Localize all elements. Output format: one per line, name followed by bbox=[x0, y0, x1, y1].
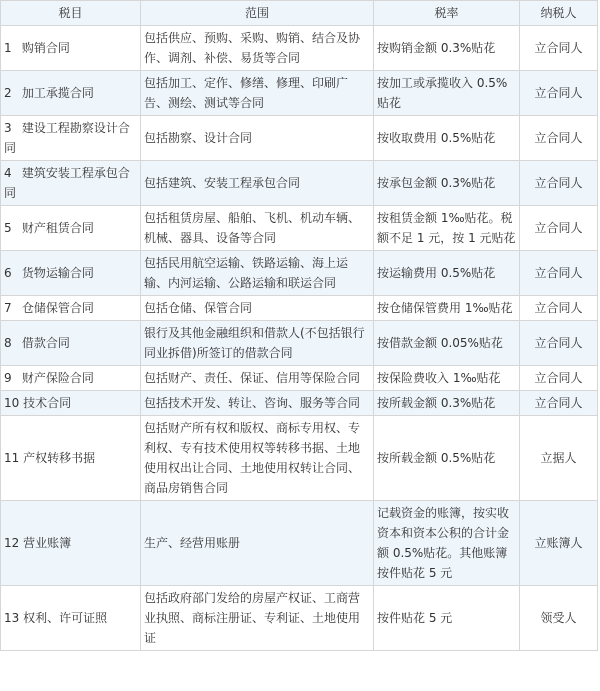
payer-cell: 立合同人 bbox=[520, 71, 598, 116]
scope-cell: 包括供应、预购、采购、购销、结合及协作、调剂、补偿、易货等合同 bbox=[141, 26, 374, 71]
item-cell bbox=[1, 116, 141, 161]
item-cell bbox=[1, 206, 141, 251]
payer-cell: 立据人 bbox=[520, 416, 598, 501]
item-cell bbox=[1, 251, 141, 296]
rate-cell: 按加工或承揽收入 0.5%贴花 bbox=[374, 71, 520, 116]
payer-cell: 立合同人 bbox=[520, 251, 598, 296]
rate-cell: 按购销金额 0.3%贴花 bbox=[374, 26, 520, 71]
item-name: 货物运输合同 bbox=[21, 266, 94, 280]
rate-cell: 按收取费用 0.5%贴花 bbox=[374, 116, 520, 161]
table-row bbox=[1, 586, 598, 651]
rate-cell: 按件贴花 5 元 bbox=[374, 586, 520, 651]
payer-cell: 立账簿人 bbox=[520, 501, 598, 586]
item-cell bbox=[1, 366, 141, 391]
scope-cell: 银行及其他金融组织和借款人(不包括银行同业拆借)所签订的借款合同 bbox=[141, 321, 374, 366]
item-name: 营业账簿 bbox=[23, 536, 72, 550]
rate-cell: 按保险费收入 1‰贴花 bbox=[374, 366, 520, 391]
scope-cell: 包括租赁房屋、船舶、飞机、机动车辆、机械、器具、设备等合同 bbox=[141, 206, 374, 251]
rate-cell: 按承包金额 0.3%贴花 bbox=[374, 161, 520, 206]
item-cell bbox=[1, 26, 141, 71]
item-cell bbox=[1, 321, 141, 366]
row-number: 4 bbox=[4, 166, 12, 180]
rate-cell: 按仓储保管费用 1‰贴花 bbox=[374, 296, 520, 321]
payer-cell: 立合同人 bbox=[520, 321, 598, 366]
payer-cell: 立合同人 bbox=[520, 161, 598, 206]
rate-cell: 按所载金额 0.5%贴花 bbox=[374, 416, 520, 501]
scope-cell: 包括财产所有权和版权、商标专用权、专利权、专有技术使用权等转移书据、土地使用权出让合同、土地使用权转让合同、商品房销售合同 bbox=[141, 416, 374, 501]
scope-cell: 生产、经营用账册 bbox=[141, 501, 374, 586]
payer-cell: 立合同人 bbox=[520, 116, 598, 161]
payer-cell: 立合同人 bbox=[520, 206, 598, 251]
item-name: 购销合同 bbox=[21, 41, 70, 55]
payer-cell: 立合同人 bbox=[520, 391, 598, 416]
row-number: 9 bbox=[4, 371, 12, 385]
payer-cell: 领受人 bbox=[520, 586, 598, 651]
item-cell bbox=[1, 416, 141, 501]
item-name: 财产租赁合同 bbox=[21, 221, 94, 235]
item-name: 财产保险合同 bbox=[21, 371, 94, 385]
payer-cell: 立合同人 bbox=[520, 366, 598, 391]
table-row bbox=[1, 26, 598, 71]
table-row bbox=[1, 391, 598, 416]
payer-cell: 立合同人 bbox=[520, 26, 598, 71]
payer-cell: 立合同人 bbox=[520, 296, 598, 321]
table-row bbox=[1, 71, 598, 116]
table-row bbox=[1, 296, 598, 321]
header-item: 税目 bbox=[1, 1, 141, 26]
table-body bbox=[1, 26, 598, 651]
row-number: 1 bbox=[4, 41, 12, 55]
table-row bbox=[1, 251, 598, 296]
rate-cell: 按租赁金额 1‰贴花。税额不足 1 元，按 1 元贴花 bbox=[374, 206, 520, 251]
item-cell bbox=[1, 296, 141, 321]
item-cell bbox=[1, 501, 141, 586]
item-name: 产权转移书据 bbox=[23, 451, 96, 465]
scope-cell: 包括财产、责任、保证、信用等保险合同 bbox=[141, 366, 374, 391]
row-number: 5 bbox=[4, 221, 12, 235]
item-cell bbox=[1, 586, 141, 651]
row-number: 10 bbox=[4, 396, 20, 410]
table-row bbox=[1, 321, 598, 366]
table-row bbox=[1, 161, 598, 206]
item-cell bbox=[1, 71, 141, 116]
item-name: 技术合同 bbox=[23, 396, 72, 410]
row-number: 8 bbox=[4, 336, 12, 350]
row-number: 12 bbox=[4, 536, 20, 550]
row-number: 6 bbox=[4, 266, 12, 280]
row-number: 2 bbox=[4, 86, 12, 100]
row-number: 7 bbox=[4, 301, 12, 315]
scope-cell: 包括建筑、安装工程承包合同 bbox=[141, 161, 374, 206]
scope-cell: 包括技术开发、转让、咨询、服务等合同 bbox=[141, 391, 374, 416]
scope-cell: 包括勘察、设计合同 bbox=[141, 116, 374, 161]
header-scope: 范围 bbox=[141, 1, 374, 26]
scope-cell: 包括加工、定作、修缮、修理、印刷广告、测绘、测试等合同 bbox=[141, 71, 374, 116]
item-cell bbox=[1, 161, 141, 206]
item-name: 建设工程勘察设计合同 bbox=[4, 121, 130, 155]
item-name: 加工承揽合同 bbox=[21, 86, 94, 100]
item-cell bbox=[1, 391, 141, 416]
row-number: 3 bbox=[4, 121, 12, 135]
table-header bbox=[1, 1, 598, 26]
scope-cell: 包括民用航空运输、铁路运输、海上运输、内河运输、公路运输和联运合同 bbox=[141, 251, 374, 296]
row-number: 11 bbox=[4, 451, 20, 465]
header-payer: 纳税人 bbox=[520, 1, 598, 26]
table-row bbox=[1, 206, 598, 251]
item-name: 权利、许可证照 bbox=[23, 611, 108, 625]
item-name: 仓储保管合同 bbox=[21, 301, 94, 315]
item-name: 借款合同 bbox=[21, 336, 70, 350]
table-row bbox=[1, 116, 598, 161]
header-row bbox=[1, 1, 598, 26]
rate-cell: 按所载金额 0.3%贴花 bbox=[374, 391, 520, 416]
table-row bbox=[1, 501, 598, 586]
table-row bbox=[1, 416, 598, 501]
table-row bbox=[1, 366, 598, 391]
header-rate: 税率 bbox=[374, 1, 520, 26]
scope-cell: 包括政府部门发给的房屋产权证、工商营业执照、商标注册证、专利证、土地使用证 bbox=[141, 586, 374, 651]
row-number: 13 bbox=[4, 611, 20, 625]
rate-cell: 按运输费用 0.5%贴花 bbox=[374, 251, 520, 296]
rate-cell: 按借款金额 0.05%贴花 bbox=[374, 321, 520, 366]
scope-cell: 包括仓储、保管合同 bbox=[141, 296, 374, 321]
rate-cell: 记载资金的账簿，按实收资本和资本公积的合计金额 0.5%贴花。其他账簿按件贴花 5 元 bbox=[374, 501, 520, 586]
item-name: 建筑安装工程承包合同 bbox=[4, 166, 130, 200]
